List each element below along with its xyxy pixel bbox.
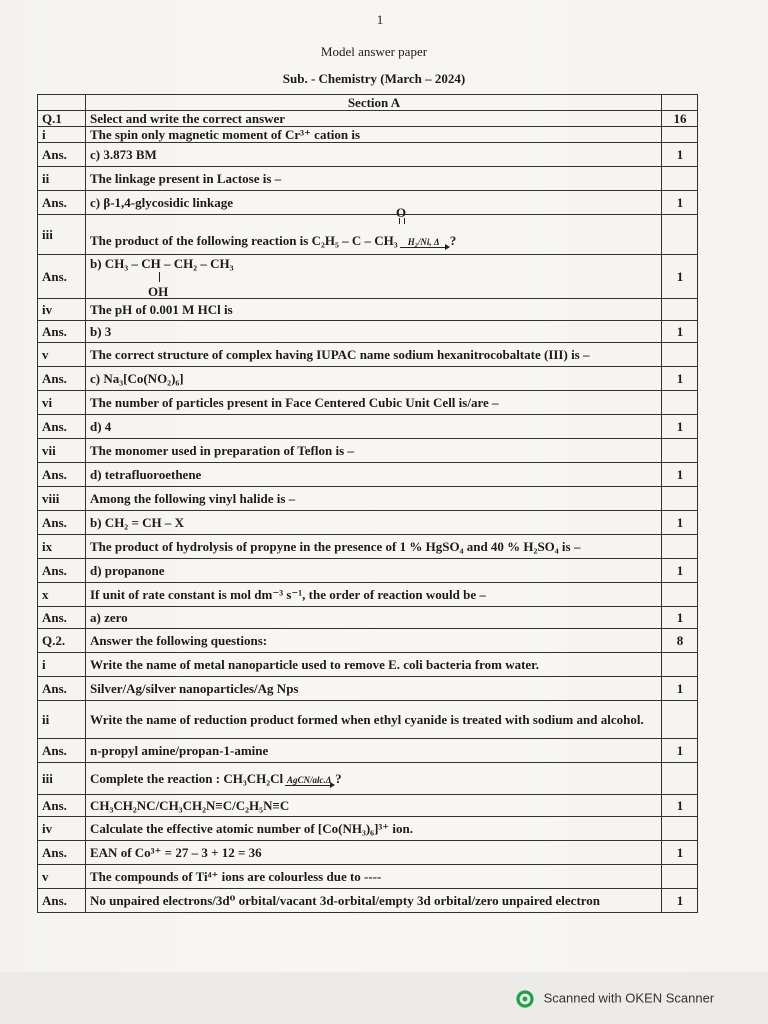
question-row [38, 127, 698, 143]
reaction-condition: AgCN/alc.Δ [286, 775, 332, 785]
marks-cell [662, 817, 698, 841]
marks-cell: 1 [662, 559, 698, 583]
row-label: Q.2. [38, 629, 86, 653]
question-row [38, 653, 698, 677]
reaction-arrow [398, 238, 450, 248]
answer-text: d) tetrafluoroethene [86, 463, 662, 487]
answer-row [38, 255, 698, 299]
marks-cell: 8 [662, 629, 698, 653]
marks-cell [662, 127, 698, 143]
marks-cell [662, 439, 698, 463]
row-label: ii [38, 167, 86, 191]
question-row [38, 299, 698, 321]
question-text: The correct structure of complex having IUPAC name sodium hexanitrocobaltate (III) is – [86, 343, 662, 367]
paper-title: Model answer paper [320, 44, 428, 59]
marks-cell: 1 [662, 191, 698, 215]
answer-text: a) zero [86, 607, 662, 629]
marks-cell [662, 763, 698, 795]
answer-row [38, 889, 698, 913]
marks-cell [662, 865, 698, 889]
row-label: Ans. [38, 463, 86, 487]
answer-text: CH₃CH₂NC/CH₃CH₂N≡C/C₂H₅N≡C [86, 795, 662, 817]
formula-text: b) CH₃ – CH – CH₂ – CH₃ [90, 255, 234, 271]
marks-cell: 1 [662, 677, 698, 701]
answer-row [38, 511, 698, 535]
question-text [86, 763, 662, 795]
row-label: i [38, 127, 86, 143]
question-row [38, 167, 698, 191]
question-row [38, 583, 698, 607]
marks-cell: 1 [662, 841, 698, 865]
marks-cell: 1 [662, 367, 698, 391]
question-text: The compounds of Ti⁴⁺ ions are colourless due to ---- [86, 865, 662, 889]
question-row [38, 535, 698, 559]
row-label: iii [38, 215, 86, 255]
marks-cell: 16 [662, 111, 698, 127]
answer-row [38, 795, 698, 817]
marks-cell: 1 [662, 607, 698, 629]
answer-row [38, 463, 698, 487]
paper-subtitle: Sub. - Chemistry (March – 2024) [282, 71, 466, 86]
page-number: 1 [376, 12, 384, 27]
reaction-condition: H₂/Ni, Δ [407, 237, 440, 247]
row-label: Ans. [38, 255, 86, 299]
formula-text: Complete the reaction : CH₃CH₂Cl [90, 771, 284, 786]
answer-text: b) CH₂ = CH – X [86, 511, 662, 535]
reaction-arrow [283, 776, 335, 786]
row-label: Ans. [38, 559, 86, 583]
section-heading: Section A [86, 95, 662, 111]
question-text: Write the name of reduction product formed when ethyl cyanide is treated with sodium and alcohol. [86, 701, 662, 739]
question-row [38, 343, 698, 367]
row-label: Ans. [38, 607, 86, 629]
question-row [38, 763, 698, 795]
marks-cell: 1 [662, 511, 698, 535]
question-text: Among the following vinyl halide is – [86, 487, 662, 511]
answer-row [38, 143, 698, 167]
oken-scanner-logo-icon [516, 990, 534, 1008]
marks-cell: 1 [662, 255, 698, 299]
answer-text: d) 4 [86, 415, 662, 439]
answer-text: c) β-1,4-glycosidic linkage [86, 191, 662, 215]
carbonyl-oxygen: O [396, 205, 407, 220]
question-text: Answer the following questions: [86, 629, 662, 653]
question-row [38, 391, 698, 415]
reaction-product: ? [449, 233, 457, 248]
branch-bond [159, 272, 160, 282]
question-text: The monomer used in preparation of Teflon is – [86, 439, 662, 463]
row-label: iv [38, 299, 86, 321]
row-label: Ans. [38, 321, 86, 343]
row-label: v [38, 343, 86, 367]
row-label: Ans. [38, 367, 86, 391]
row-label: vii [38, 439, 86, 463]
row-label: Ans. [38, 739, 86, 763]
row-label: iv [38, 817, 86, 841]
row-label: x [38, 583, 86, 607]
marks-cell [662, 583, 698, 607]
row-label: Ans. [38, 677, 86, 701]
row-label: vi [38, 391, 86, 415]
hydroxyl-group: OH [148, 283, 169, 299]
answer-row [38, 415, 698, 439]
answer-row [38, 321, 698, 343]
formula-text: The product of the following reaction is C₂H₅ – C – CH₃ [90, 233, 398, 248]
question-text: The linkage present in Lactose is – [86, 167, 662, 191]
double-bond-mark [399, 218, 405, 224]
row-label: Ans. [38, 143, 86, 167]
question-row [38, 215, 698, 255]
answer-row [38, 191, 698, 215]
row-label: ii [38, 701, 86, 739]
answer-text: n-propyl amine/propan-1-amine [86, 739, 662, 763]
question-text: The spin only magnetic moment of Cr³⁺ cation is [86, 127, 662, 143]
marks-cell: 1 [662, 739, 698, 763]
question-text: Calculate the effective atomic number of [Co(NH₃)₆]³⁺ ion. [86, 817, 662, 841]
answer-text: c) Na₃[Co(NO₂)₆] [86, 367, 662, 391]
marks-cell [662, 343, 698, 367]
marks-cell [662, 215, 698, 255]
scanner-footer [516, 990, 768, 1012]
marks-cell [662, 653, 698, 677]
row-label: iii [38, 763, 86, 795]
answer-row [38, 739, 698, 763]
answer-text: b) 3 [86, 321, 662, 343]
marks-cell [662, 299, 698, 321]
marks-cell [662, 391, 698, 415]
marks-cell [662, 701, 698, 739]
marks-cell [662, 487, 698, 511]
answer-text: No unpaired electrons/3d⁰ orbital/vacant 3d-orbital/empty 3d orbital/zero unpaired electron [86, 889, 662, 913]
question-text: If unit of rate constant is mol dm⁻³ s⁻¹, the order of reaction would be – [86, 583, 662, 607]
answer-text: d) propanone [86, 559, 662, 583]
marks-cell: 1 [662, 889, 698, 913]
row-label: Q.1 [38, 111, 86, 127]
question-text: The number of particles present in Face Centered Cubic Unit Cell is/are – [86, 391, 662, 415]
marks-cell: 1 [662, 321, 698, 343]
reaction-product: ? [335, 771, 342, 786]
question-row [38, 629, 698, 653]
answer-text [86, 255, 662, 299]
marks-cell [662, 535, 698, 559]
question-text: The pH of 0.001 M HCl is [86, 299, 662, 321]
marks-cell: 1 [662, 415, 698, 439]
question-text: The product of hydrolysis of propyne in the presence of 1 % HgSO₄ and 40 % H₂SO₄ is – [86, 535, 662, 559]
answer-text: EAN of Co³⁺ = 27 – 3 + 12 = 36 [86, 841, 662, 865]
footer-text: Scanned with OKEN Scanner [543, 990, 715, 1006]
answer-row [38, 559, 698, 583]
marks-cell: 1 [662, 795, 698, 817]
row-label: Ans. [38, 191, 86, 215]
row-label: i [38, 653, 86, 677]
question-text: Select and write the correct answer [86, 111, 662, 127]
answer-row [38, 367, 698, 391]
question-row [38, 439, 698, 463]
answer-row [38, 677, 698, 701]
row-label: Ans. [38, 415, 86, 439]
marks-cell [662, 167, 698, 191]
answer-row [38, 607, 698, 629]
row-label: v [38, 865, 86, 889]
question-row [38, 701, 698, 739]
answer-text: c) 3.873 BM [86, 143, 662, 167]
marks-cell: 1 [662, 463, 698, 487]
question-row [38, 865, 698, 889]
answer-table [37, 94, 698, 913]
question-row [38, 111, 698, 127]
arrow-line [285, 785, 333, 786]
row-label: Ans. [38, 889, 86, 913]
row-label: Ans. [38, 511, 86, 535]
question-text: Write the name of metal nanoparticle used to remove E. coli bacteria from water. [86, 653, 662, 677]
question-text [86, 205, 662, 255]
answer-row [38, 841, 698, 865]
answer-text: Silver/Ag/silver nanoparticles/Ag Nps [86, 677, 662, 701]
question-row [38, 487, 698, 511]
question-row [38, 817, 698, 841]
row-label: Ans. [38, 841, 86, 865]
arrow-line [400, 247, 448, 248]
marks-cell: 1 [662, 143, 698, 167]
row-label: ix [38, 535, 86, 559]
row-label: viii [38, 487, 86, 511]
row-label: Ans. [38, 795, 86, 817]
